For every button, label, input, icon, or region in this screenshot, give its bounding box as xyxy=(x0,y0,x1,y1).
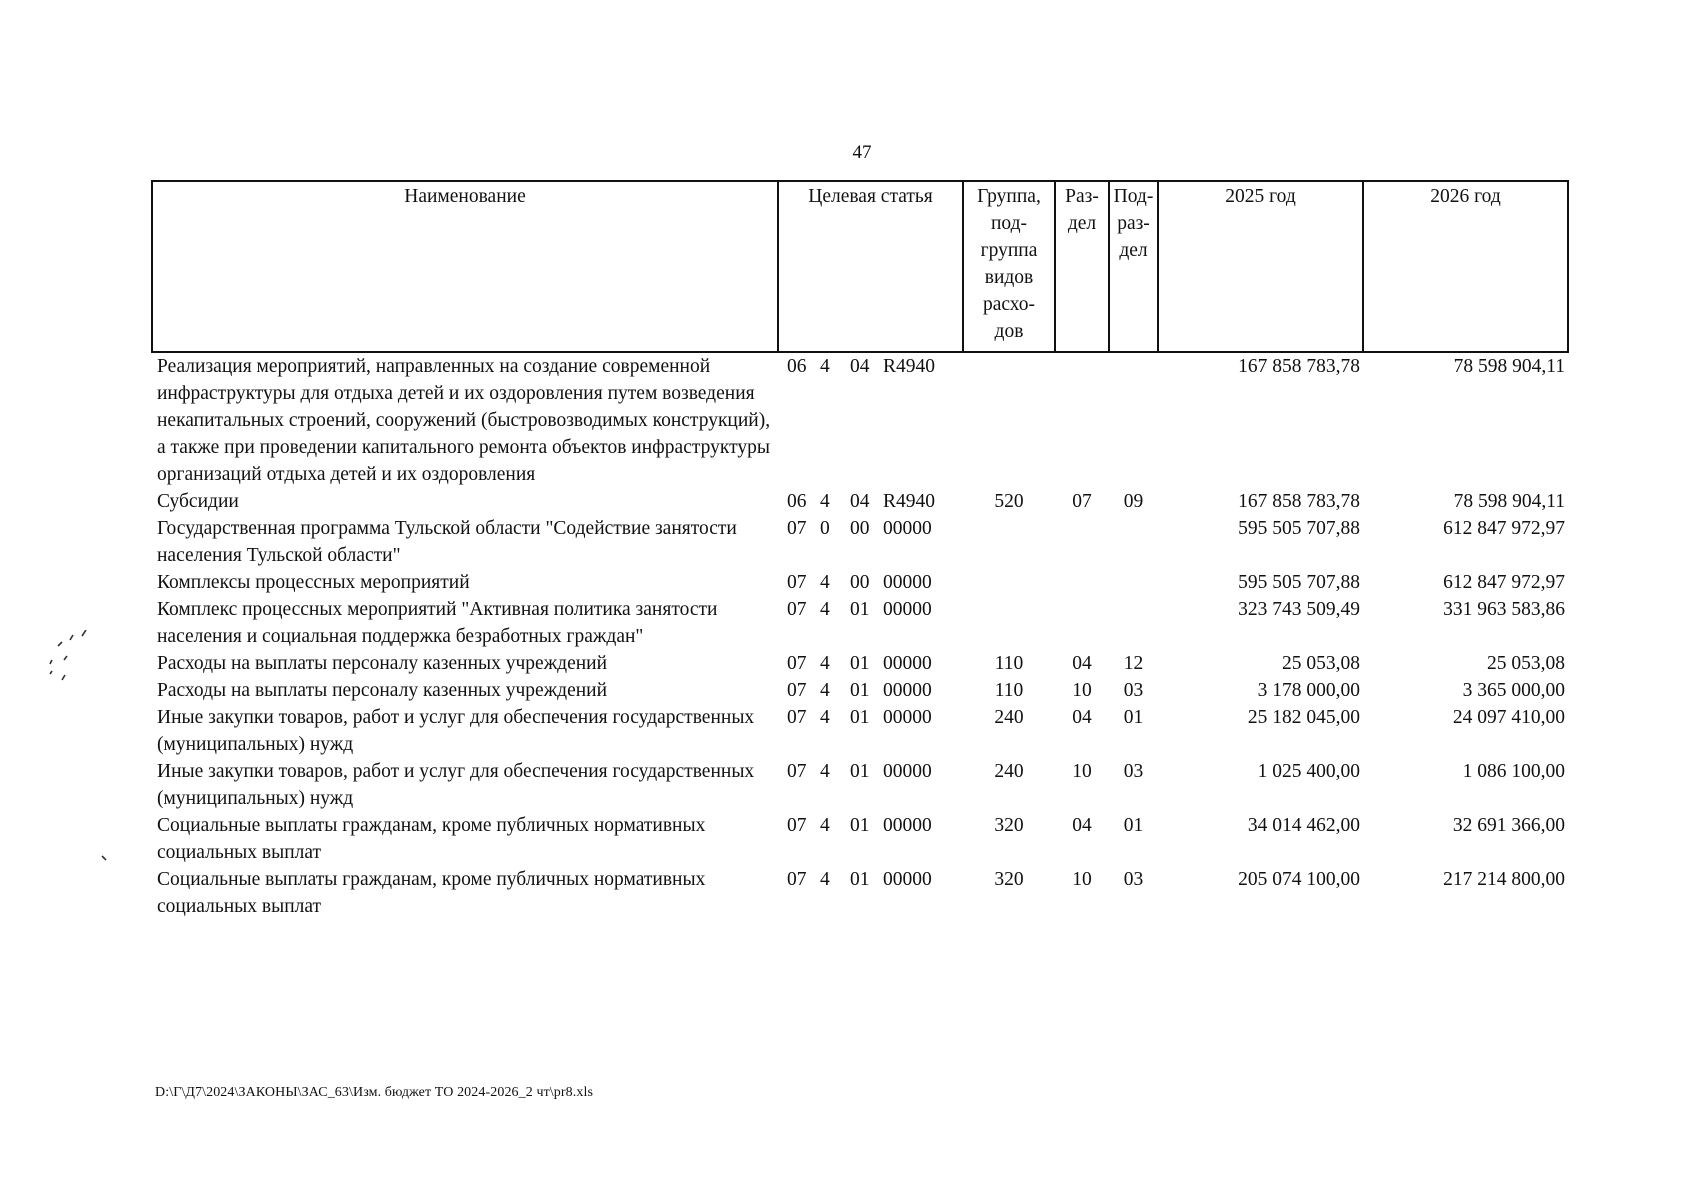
target-article-part: 0 xyxy=(820,518,830,539)
row-group: 320 xyxy=(994,869,1024,890)
row-amount-2025: 595 505 707,88 xyxy=(1238,572,1360,593)
row-subsection xyxy=(1109,596,1158,650)
row-amount-2025: 34 014 462,00 xyxy=(1247,815,1360,836)
row-group xyxy=(963,569,1055,596)
row-section xyxy=(1055,515,1109,569)
target-article-part: 00000 xyxy=(883,599,932,620)
row-section xyxy=(1055,596,1109,650)
budget-table xyxy=(151,180,1569,920)
row-amount-2025: 167 858 783,78 xyxy=(1238,356,1360,377)
row-name: Реализация мероприятий, направленных на создание современной инфраструктуры для отдыха детей и их оздоровления путем возведения некапитальных строений, сооружений (быстровозводимых конструкций), а также при проведении капитального ремонта объектов инфраструктуры организаций отдыха детей и их оздоровления xyxy=(157,356,771,485)
row-name: Субсидии xyxy=(157,491,239,512)
row-group: 320 xyxy=(994,815,1024,836)
target-article-part: 00000 xyxy=(883,680,932,701)
row-group: 520 xyxy=(994,491,1024,512)
row-section: 04 xyxy=(1072,707,1092,728)
table-row xyxy=(152,650,1568,677)
row-subsection xyxy=(1109,352,1158,488)
header-group: Группа, под- группа видов расхо- дов xyxy=(963,181,1055,352)
row-name: Социальные выплаты гражданам, кроме публичных нормативных социальных выплат xyxy=(157,869,706,917)
target-article-part: 01 xyxy=(850,599,870,620)
target-article-part: 00000 xyxy=(883,815,932,836)
target-article-part: 07 xyxy=(787,653,807,674)
target-article-part: 4 xyxy=(820,572,830,593)
row-name: Комплекс процессных мероприятий "Активная политика занятости населения и социальная поддержка безработных граждан" xyxy=(157,599,718,647)
target-article-part: 01 xyxy=(850,815,870,836)
row-amount-2025: 1 025 400,00 xyxy=(1257,761,1360,782)
table-row xyxy=(152,596,1568,650)
table-row xyxy=(152,352,1568,488)
row-subsection: 03 xyxy=(1123,680,1144,701)
table-row xyxy=(152,758,1568,812)
target-article-part: 00000 xyxy=(883,707,932,728)
target-article-part: 07 xyxy=(787,518,807,539)
table-row xyxy=(152,569,1568,596)
row-name: Социальные выплаты гражданам, кроме публичных нормативных социальных выплат xyxy=(157,815,706,863)
row-group xyxy=(963,596,1055,650)
row-name: Государственная программа Тульской области "Содействие занятости населения Тульской области" xyxy=(157,518,737,566)
row-group: 110 xyxy=(994,653,1024,674)
footer-file-path: D:\Г\Д7\2024\ЗАКОНЫ\ЗАС_63\Изм. бюджет ТО 2024-2026_2 чт\pr8.xls xyxy=(155,1085,593,1100)
row-amount-2026: 1 086 100,00 xyxy=(1462,761,1565,782)
target-article-part: 04 xyxy=(850,491,870,512)
target-article-part: 00 xyxy=(850,518,870,539)
target-article-part: 07 xyxy=(787,572,807,593)
row-section: 10 xyxy=(1072,869,1092,890)
table-body xyxy=(152,352,1568,920)
target-article-part: 01 xyxy=(850,680,870,701)
row-subsection: 12 xyxy=(1123,653,1144,674)
row-amount-2025: 167 858 783,78 xyxy=(1238,491,1360,512)
header-subsection: Под- раз- дел xyxy=(1109,181,1158,352)
target-article-part: 4 xyxy=(820,761,830,782)
row-target-article xyxy=(778,812,963,866)
row-subsection: 01 xyxy=(1123,815,1144,836)
table-row xyxy=(152,515,1568,569)
row-subsection: 01 xyxy=(1123,707,1144,728)
target-article-part: 07 xyxy=(787,761,807,782)
row-target-article xyxy=(778,488,963,515)
row-section: 04 xyxy=(1072,653,1092,674)
row-subsection: 09 xyxy=(1123,491,1144,512)
header-year-2026: 2026 год xyxy=(1363,181,1568,352)
row-section: 04 xyxy=(1072,815,1092,836)
target-article-part: 06 xyxy=(787,356,807,377)
row-target-article xyxy=(778,758,963,812)
row-group: 240 xyxy=(994,761,1024,782)
row-group: 240 xyxy=(994,707,1024,728)
table-row xyxy=(152,866,1568,920)
target-article-part: 00000 xyxy=(883,518,932,539)
row-section: 10 xyxy=(1072,680,1092,701)
row-amount-2026: 24 097 410,00 xyxy=(1452,707,1565,728)
target-article-part: R4940 xyxy=(883,491,936,512)
row-amount-2025: 323 743 509,49 xyxy=(1238,599,1360,620)
row-amount-2025: 205 074 100,00 xyxy=(1238,869,1360,890)
target-article-part: 07 xyxy=(787,869,807,890)
table-row xyxy=(152,488,1568,515)
row-amount-2025: 3 178 000,00 xyxy=(1257,680,1360,701)
target-article-part: 04 xyxy=(850,356,870,377)
target-article-part: 00000 xyxy=(883,869,932,890)
row-subsection xyxy=(1109,515,1158,569)
target-article-part: 4 xyxy=(820,599,830,620)
row-target-article xyxy=(778,866,963,920)
target-article-part: R4940 xyxy=(883,356,936,377)
row-group: 110 xyxy=(994,680,1024,701)
row-section xyxy=(1055,569,1109,596)
header-target-article: Целевая статья xyxy=(778,181,963,352)
row-name: Расходы на выплаты персоналу казенных учреждений xyxy=(157,680,608,701)
target-article-part: 01 xyxy=(850,761,870,782)
row-section: 07 xyxy=(1072,491,1092,512)
target-article-part: 01 xyxy=(850,707,870,728)
row-target-article xyxy=(778,704,963,758)
row-amount-2026: 217 214 800,00 xyxy=(1443,869,1565,890)
target-article-part: 07 xyxy=(787,599,807,620)
row-target-article xyxy=(778,352,963,488)
header-name: Наименование xyxy=(152,181,778,352)
table-row xyxy=(152,704,1568,758)
target-article-part: 00000 xyxy=(883,572,932,593)
row-target-article xyxy=(778,515,963,569)
target-article-part: 4 xyxy=(820,653,830,674)
page-number: 47 xyxy=(852,142,872,163)
row-target-article xyxy=(778,596,963,650)
row-target-article xyxy=(778,677,963,704)
target-article-part: 07 xyxy=(787,815,807,836)
target-article-part: 00000 xyxy=(883,653,932,674)
row-name: Комплексы процессных мероприятий xyxy=(157,572,470,593)
row-group xyxy=(963,515,1055,569)
row-section xyxy=(1055,352,1109,488)
target-article-part: 4 xyxy=(820,491,830,512)
row-target-article xyxy=(778,650,963,677)
row-name: Иные закупки товаров, работ и услуг для обеспечения государственных (муниципальных) нужд xyxy=(157,707,755,755)
row-group xyxy=(963,352,1055,488)
row-target-article xyxy=(778,569,963,596)
table-row xyxy=(152,812,1568,866)
row-amount-2025: 595 505 707,88 xyxy=(1238,518,1360,539)
target-article-part: 00 xyxy=(850,572,870,593)
target-article-part: 4 xyxy=(820,680,830,701)
target-article-part: 06 xyxy=(787,491,807,512)
target-article-part: 01 xyxy=(850,869,870,890)
row-amount-2026: 3 365 000,00 xyxy=(1462,680,1565,701)
target-article-part: 4 xyxy=(820,707,830,728)
row-amount-2026: 331 963 583,86 xyxy=(1443,599,1565,620)
target-article-part: 07 xyxy=(787,680,807,701)
header-section: Раз- дел xyxy=(1055,181,1109,352)
row-name: Расходы на выплаты персоналу казенных учреждений xyxy=(157,653,608,674)
row-subsection: 03 xyxy=(1123,761,1144,782)
row-amount-2026: 78 598 904,11 xyxy=(1453,356,1565,377)
header-year-2025: 2025 год xyxy=(1158,181,1363,352)
row-subsection xyxy=(1109,569,1158,596)
row-name: Иные закупки товаров, работ и услуг для обеспечения государственных (муниципальных) нужд xyxy=(157,761,755,809)
header-row xyxy=(152,181,1568,352)
table-row xyxy=(152,677,1568,704)
row-amount-2026: 32 691 366,00 xyxy=(1452,815,1565,836)
row-amount-2026: 612 847 972,97 xyxy=(1443,518,1565,539)
target-article-part: 4 xyxy=(820,869,830,890)
row-amount-2025: 25 182 045,00 xyxy=(1247,707,1360,728)
target-article-part: 4 xyxy=(820,356,830,377)
row-subsection: 03 xyxy=(1123,869,1144,890)
scan-artifact-marks xyxy=(40,630,110,870)
target-article-part: 00000 xyxy=(883,761,932,782)
row-amount-2026: 78 598 904,11 xyxy=(1453,491,1565,512)
target-article-part: 01 xyxy=(850,653,870,674)
target-article-part: 07 xyxy=(787,707,807,728)
row-amount-2026: 612 847 972,97 xyxy=(1443,572,1565,593)
target-article-part: 4 xyxy=(820,815,830,836)
row-amount-2025: 25 053,08 xyxy=(1282,653,1360,674)
row-amount-2026: 25 053,08 xyxy=(1487,653,1565,674)
row-section: 10 xyxy=(1072,761,1092,782)
